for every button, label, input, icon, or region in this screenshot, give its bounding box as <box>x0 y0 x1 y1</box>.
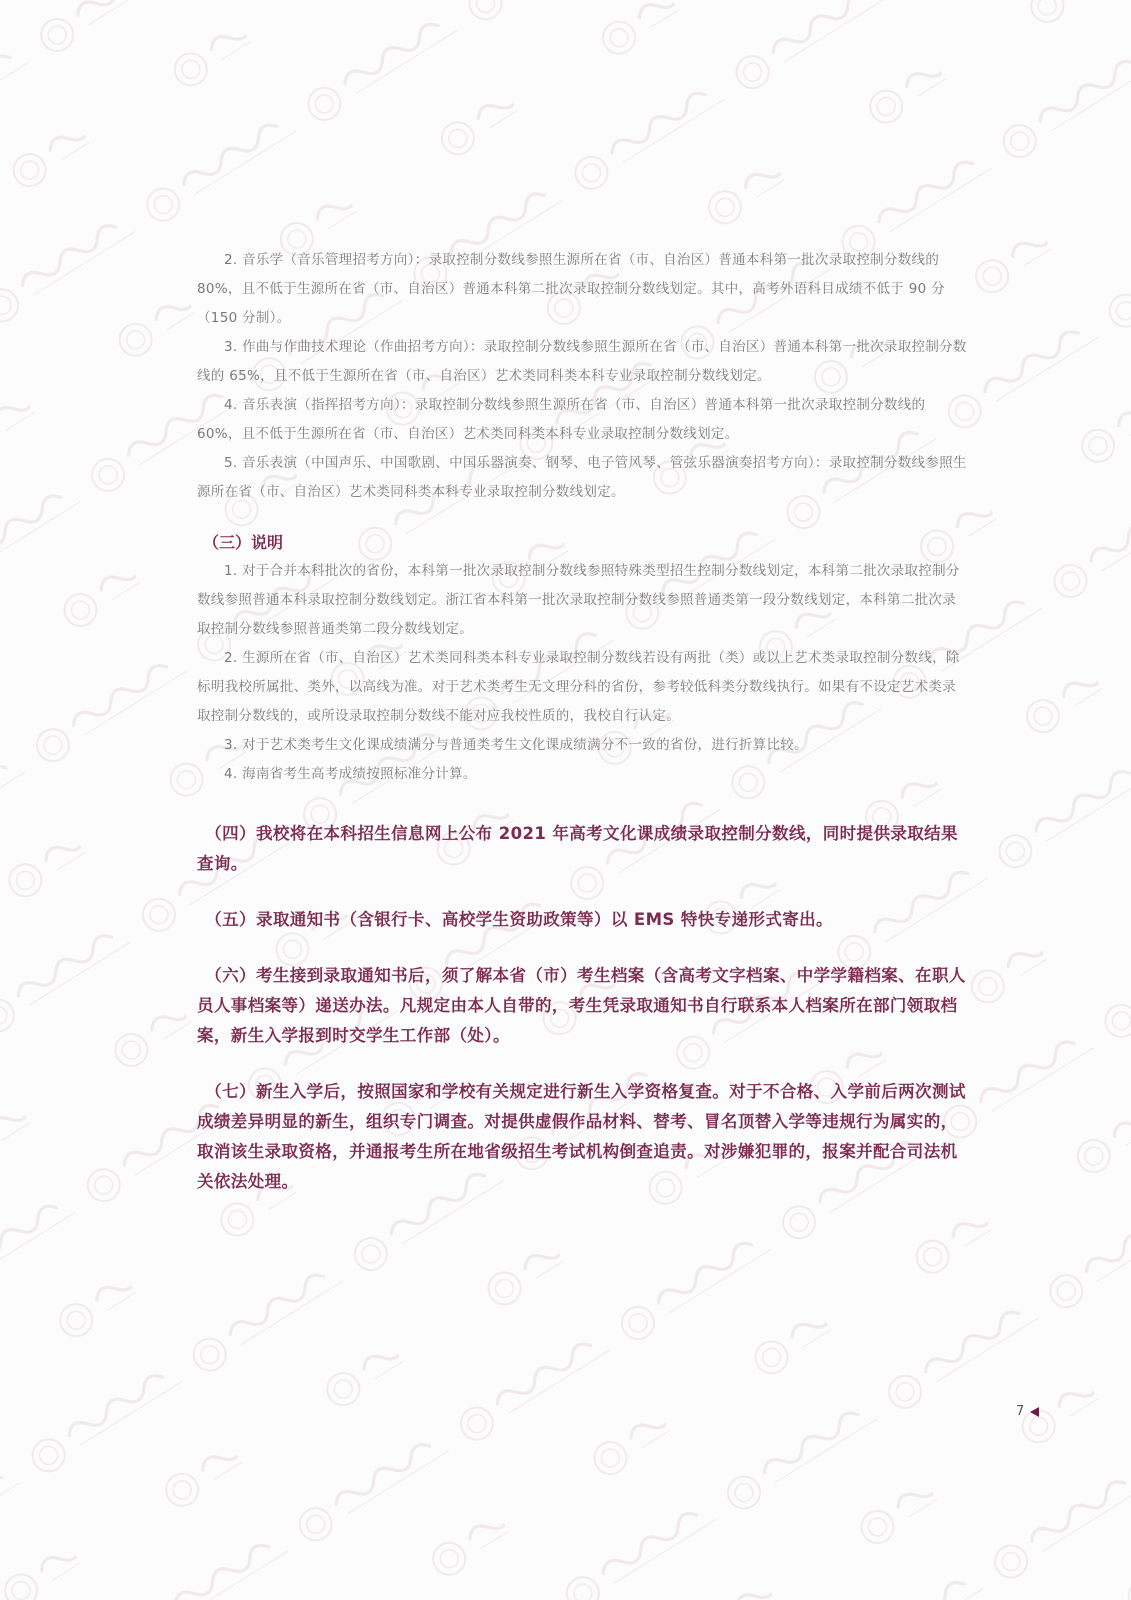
paragraph: 1. 对于合并本科批次的省份，本科第一批次录取控制分数线参照特殊类型招生控制分数线划定，本科第二批次录取控制分数线参照普通本科录取控制分数线划定。浙江省本科第一批次录取控制分数线参照普通类第一段分数线划定，本科第二批次录取控制分数线参照普通类第二段分数线划定。 <box>197 563 960 637</box>
left-arrow-icon <box>1030 1407 1039 1417</box>
bold-section-5: （五）录取通知书（含银行卡、高校学生资助政策等）以 EMS 特快专递形式寄出。 <box>205 910 833 929</box>
paragraph: 3. 作曲与作曲技术理论（作曲招考方向）：录取控制分数线参照生源所在省（市、自治区）普通本科第一批次录取控制分数线的 65%，且不低于生源所在省（市、自治区）艺术类同科类本科专业录取控制分数线划定。 <box>197 339 967 384</box>
section-notes <box>197 529 967 789</box>
paragraph: 2. 音乐学（音乐管理招考方向）：录取控制分数线参照生源所在省（市、自治区）普通本科第一批次录取控制分数线的 80%，且不低于生源所在省（市、自治区）普通本科第二批次录取控制分数线划定。其中，高考外语科目成绩不低于 90 分（150 分制）。 <box>197 252 945 326</box>
bold-section-6: （六）考生接到录取通知书后，须了解本省（市）考生档案（含高考文字档案、中学学籍档案、在职人员人事档案等）递送办法。凡规定由本人自带的，考生凭录取通知书自行联系本人档案所在部门领取档案，新生入学报到时交学生工作部（处）。 <box>197 966 966 1045</box>
page-number <box>1016 1404 1039 1419</box>
paragraph: 4. 海南省考生高考成绩按照标准分计算。 <box>224 766 477 782</box>
section-heading: （三）说明 <box>203 533 284 552</box>
bold-section-7: （七）新生入学后，按照国家和学校有关规定进行新生入学资格复查。对于不合格、入学前后两次测试成绩差异明显的新生，组织专门调查。对提供虚假作品材料、替考、冒名顶替入学等违规行为属实的，取消该生录取资格，并通报考生所在地省级招生考试机构倒查追责。对涉嫌犯罪的，报案并配合司法机关依法处理。 <box>197 1082 966 1191</box>
paragraph: 2. 生源所在省（市、自治区）艺术类同科类本科专业录取控制分数线若设有两批（类）或以上艺术类录取控制分数线，除标明我校所属批、类外，以高线为准。对于艺术类考生无文理分科的省份，参考较低科类分数线执行。如果有不设定艺术类录取控制分数线的，或所设录取控制分数线不能对应我校性质的，我校自行认定。 <box>197 650 960 724</box>
page-number-text: 7 <box>1016 1404 1025 1419</box>
page-content <box>197 246 967 1197</box>
paragraph: 5. 音乐表演（中国声乐、中国歌剧、中国乐器演奏、钢琴、电子管风琴、管弦乐器演奏招考方向）：录取控制分数线参照生源所在省（市、自治区）艺术类同科类本科专业录取控制分数线划定。 <box>197 455 967 500</box>
paragraph: 3. 对于艺术类考生文化课成绩满分与普通类考生文化课成绩满分不一致的省份，进行折算比较。 <box>224 737 808 753</box>
bold-section-4: （四）我校将在本科招生信息网上公布 2021 年高考文化课成绩录取控制分数线，同时提供录取结果查询。 <box>197 824 958 873</box>
paragraph: 4. 音乐表演（指挥招考方向）：录取控制分数线参照生源所在省（市、自治区）普通本科第一批次录取控制分数线的 60%，且不低于生源所在省（市、自治区）艺术类同科类本科专业录取控制分数线划定。 <box>197 397 926 442</box>
admission-score-list <box>197 246 967 507</box>
